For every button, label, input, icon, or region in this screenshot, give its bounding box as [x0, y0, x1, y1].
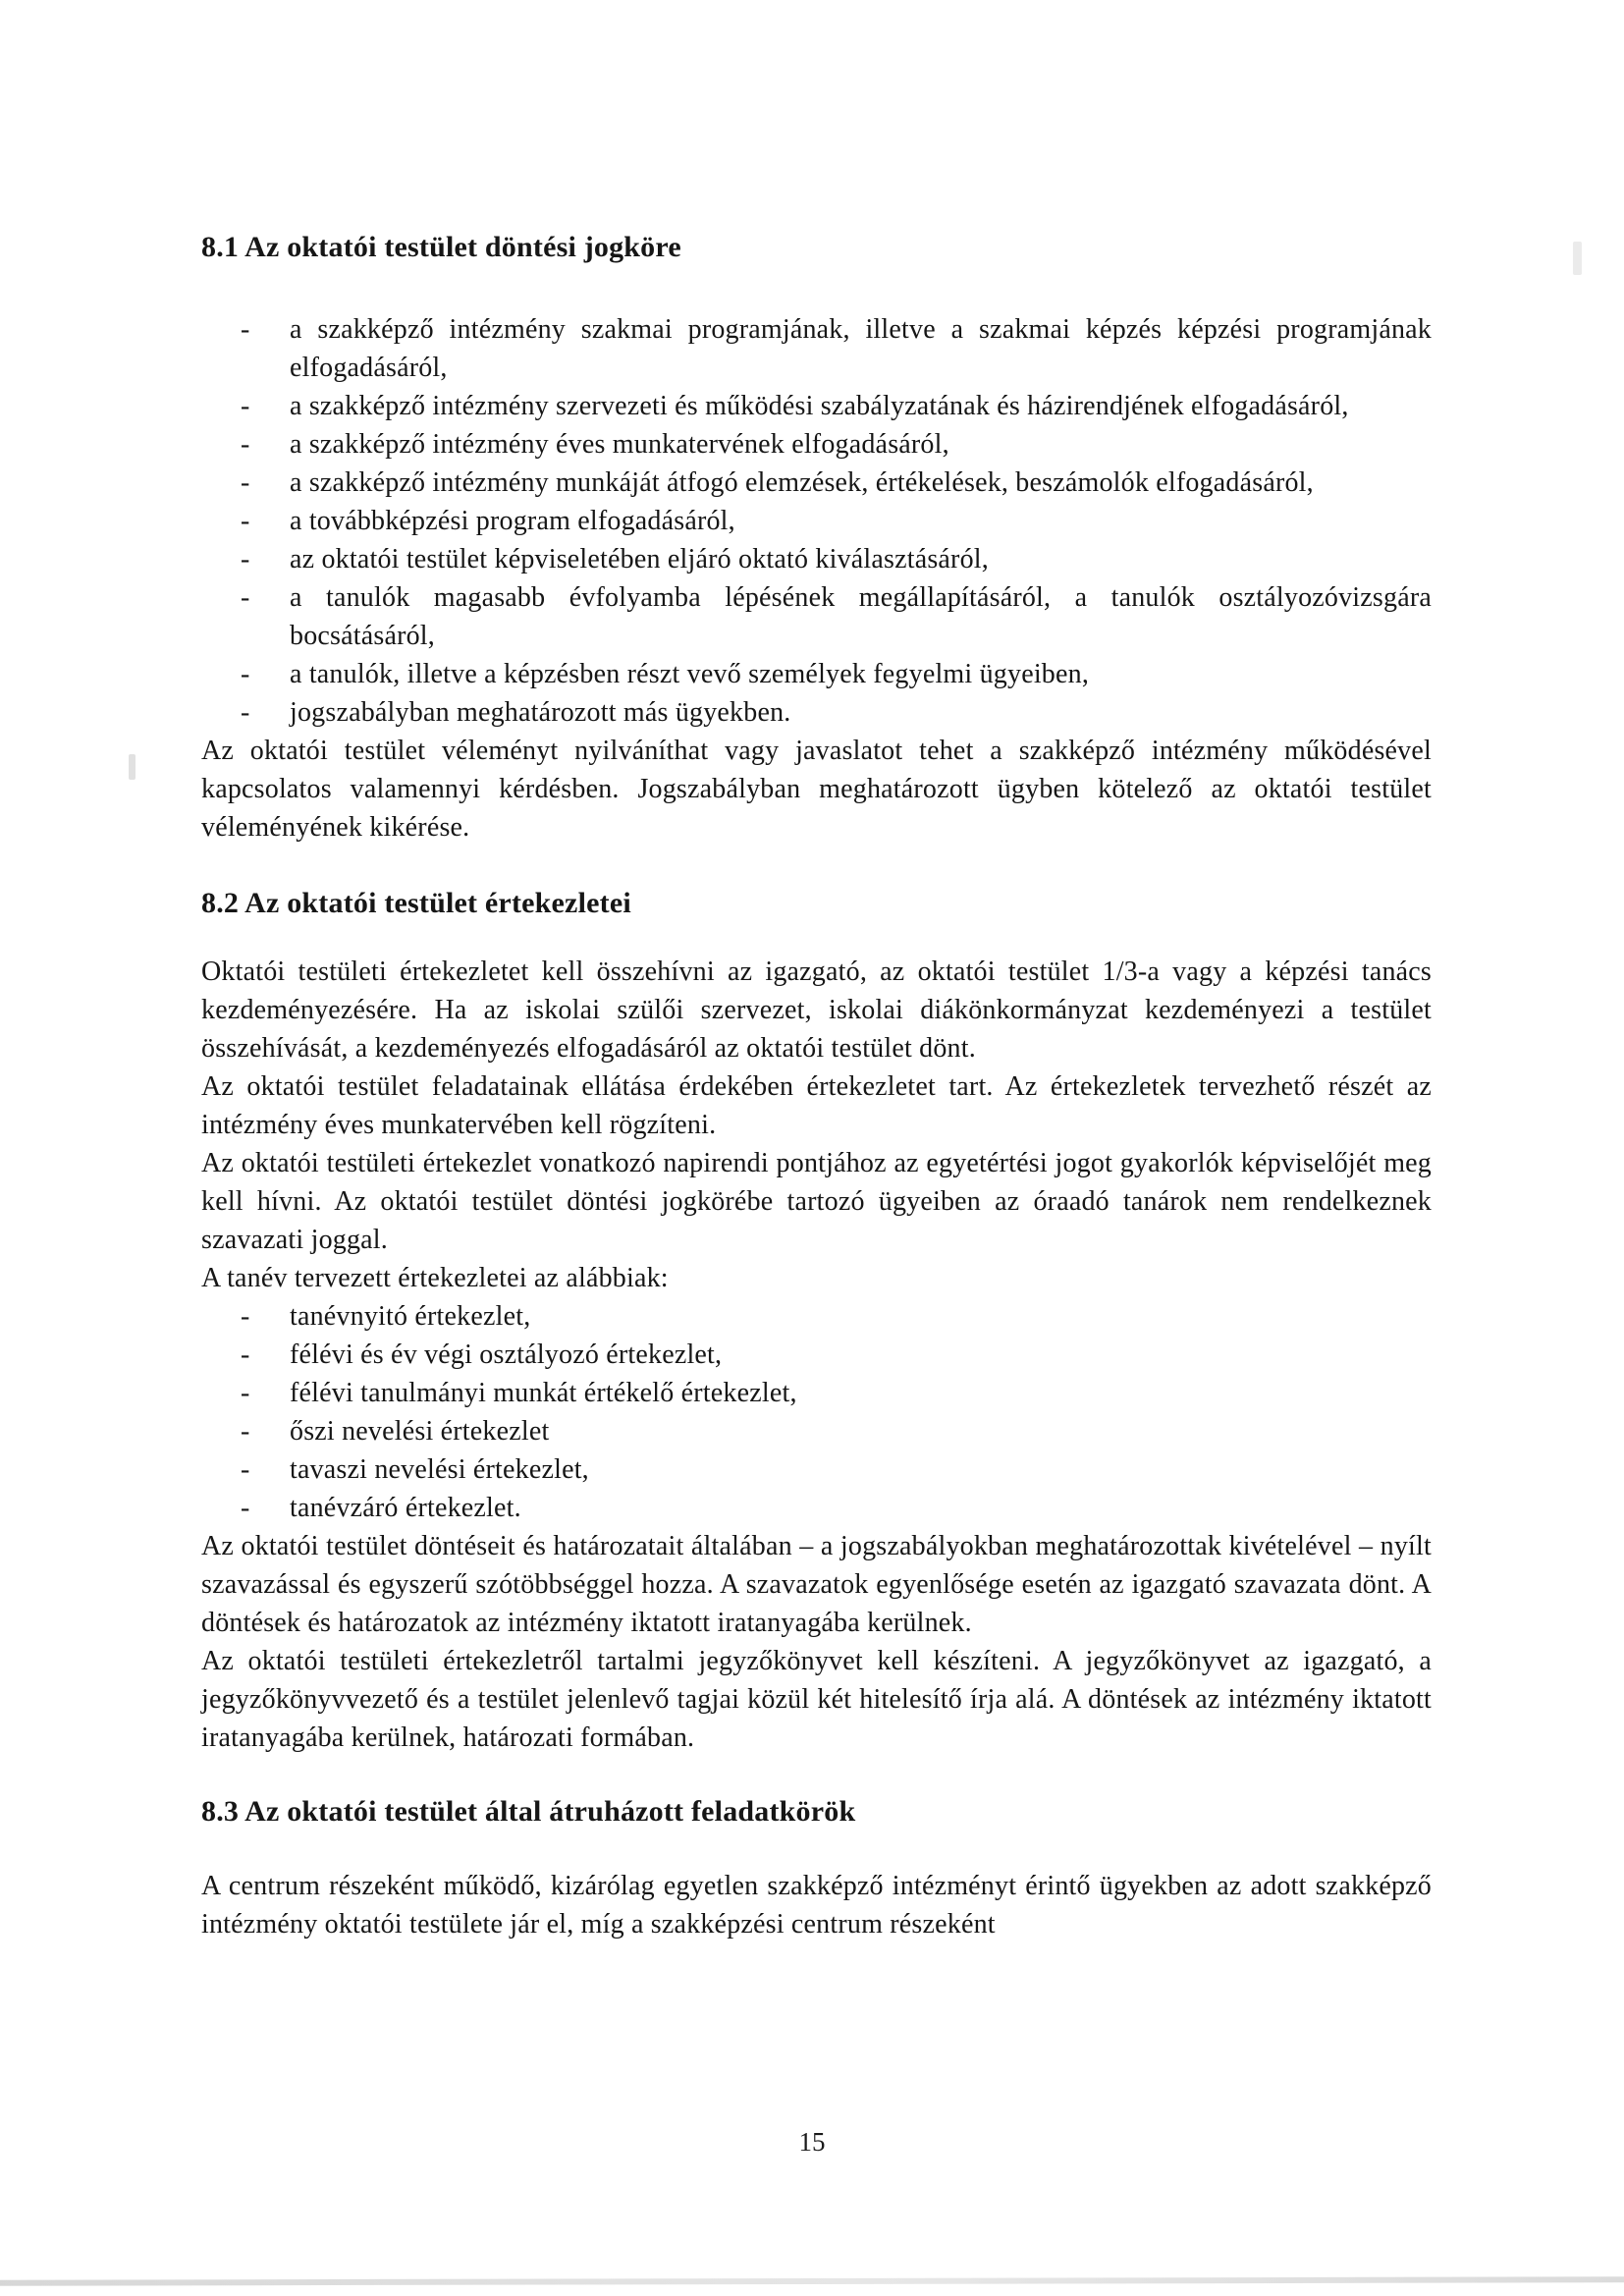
paragraph: Az oktatói testületi értekezlet vonatkozó napirendi pontjához az egyetértési jogot gyakorlók képviselőjét meg kell hívni. Az oktatói testület döntési jogkörébe tartozó ügyeiben az óraadó tanárok nem rendelkeznek szavazati joggal.: [201, 1148, 1432, 1255]
paragraph: A centrum részeként működő, kizárólag egyetlen szakképző intézményt érintő ügyekben az adott szakképző intézmény oktatói testülete jár el, míg a szakképzési centrum részeként: [201, 1871, 1432, 1940]
bullet-item: [201, 655, 1432, 693]
paragraph: Az oktatói testületi értekezletről tartalmi jegyzőkönyvet kell készíteni. A jegyzőkönyvet az igazgató, a jegyzőkönyvvezető és a testület jelenlevő tagjai közül két hitelesítő írja alá. A döntések az intézmény iktatott iratanyagába kerülnek, határozati formában.: [201, 1646, 1432, 1753]
bullet-dash: -: [241, 314, 250, 345]
bullet-item: [201, 464, 1432, 502]
paragraph: Az oktatói testület véleményt nyilváníthat vagy javaslatot tehet a szakképző intézmény működésével kapcsolatos valamennyi kérdésben. Jogszabályban meghatározott ügyben kötelező az oktatói testület véleményének kikérése.: [201, 736, 1432, 843]
bullet-item: [201, 310, 1432, 387]
bullet-item: [201, 1450, 1432, 1489]
bullet-text: a tanulók magasabb évfolyamba lépésének megállapításáról, a tanulók osztályozóvizsgára bocsátásáról,: [290, 582, 1432, 651]
bullet-item: [201, 540, 1432, 578]
bullet-item: [201, 502, 1432, 540]
bullet-item: [201, 1374, 1432, 1412]
section-8-2-heading: 8.2 Az oktatói testület értekezletei: [201, 887, 631, 919]
bullet-item: [201, 578, 1432, 655]
page-number: 15: [798, 2127, 826, 2157]
bullet-text: őszi nevelési értekezlet: [290, 1416, 550, 1447]
bullet-item: [201, 1336, 1432, 1374]
bullet-dash: -: [241, 544, 250, 574]
bullet-text: a szakképző intézmény munkáját átfogó elemzések, értékelések, beszámolók elfogadásáról,: [290, 467, 1314, 498]
bullet-item: [201, 387, 1432, 425]
bullet-item: [201, 425, 1432, 464]
page-content: [201, 226, 1432, 1943]
bullet-text: tanévnyitó értekezlet,: [290, 1301, 531, 1332]
bullet-dash: -: [241, 1454, 250, 1485]
bullet-text: a továbbképzési program elfogadásáról,: [290, 506, 735, 536]
bullet-item: [201, 1297, 1432, 1336]
bullet-item: [201, 693, 1432, 732]
bullet-dash: -: [241, 391, 250, 421]
bullet-text: jogszabályban meghatározott más ügyekben.: [290, 697, 791, 728]
bullet-text: félévi és év végi osztályozó értekezlet,: [290, 1339, 723, 1370]
bullet-text: a szakképző intézmény szakmai programjának, illetve a szakmai képzés képzési programjának elfogadásáról,: [290, 314, 1432, 383]
section-8-2: [201, 882, 1432, 1757]
bullet-text: a szakképző intézmény szervezeti és működési szabályzatának és házirendjének elfogadásáról,: [290, 391, 1349, 421]
bullet-text: az oktatói testület képviseletében eljáró oktató kiválasztásáról,: [290, 544, 989, 574]
scan-artifact: [1573, 242, 1582, 275]
paragraph: Oktatói testületi értekezletet kell összehívni az igazgató, az oktatói testület 1/3-a vagy a képzési tanács kezdeményezésére. Ha az iskolai szülői szervezet, iskolai diákönkormányzat kezdeményezi a testület összehívását, a kezdeményezés elfogadásáról az oktatói testület dönt.: [201, 957, 1432, 1064]
scan-artifact: [0, 2276, 1624, 2285]
bullet-dash: -: [241, 1378, 250, 1408]
bullet-dash: -: [241, 659, 250, 689]
bullet-dash: -: [241, 1301, 250, 1332]
bullet-dash: -: [241, 1493, 250, 1523]
section-8-3-heading: 8.3 Az oktatói testület által átruházott feladatkörök: [201, 1795, 856, 1828]
bullet-item: [201, 1489, 1432, 1527]
section-8-1-bullet-list: [201, 310, 1432, 732]
bullet-text: félévi tanulmányi munkát értékelő értekezlet,: [290, 1378, 797, 1408]
bullet-text: a tanulók, illetve a képzésben részt vevő személyek fegyelmi ügyeiben,: [290, 659, 1090, 689]
bullet-dash: -: [241, 506, 250, 536]
paragraph: Az oktatói testület döntéseit és határozatait általában – a jogszabályokban meghatározottak kivételével – nyílt szavazással és egyszerű szótöbbséggel hozza. A szavazatok egyenlősége esetén az igazgató szavazata dönt. A döntések és határozatok az intézmény iktatott iratanyagába kerülnek.: [201, 1531, 1432, 1638]
bullet-text: tanévzáró értekezlet.: [290, 1493, 521, 1523]
bullet-dash: -: [241, 467, 250, 498]
bullet-text: a szakképző intézmény éves munkatervének elfogadásáról,: [290, 429, 949, 460]
section-8-2-bullet-list: [201, 1297, 1432, 1527]
bullet-dash: -: [241, 1339, 250, 1370]
paragraph: A tanév tervezett értekezletei az alábbiak:: [201, 1263, 669, 1293]
bullet-dash: -: [241, 697, 250, 728]
section-8-1: [201, 226, 1432, 847]
section-8-3: [201, 1790, 1432, 1943]
bullet-text: tavaszi nevelési értekezlet,: [290, 1454, 589, 1485]
scan-artifact: [129, 754, 135, 780]
section-8-1-heading: 8.1 Az oktatói testület döntési jogköre: [201, 231, 681, 263]
paragraph: Az oktatói testület feladatainak ellátása érdekében értekezletet tart. Az értekezletek tervezhető részét az intézmény éves munkatervében kell rögzíteni.: [201, 1071, 1432, 1140]
bullet-dash: -: [241, 582, 250, 613]
bullet-item: [201, 1412, 1432, 1450]
bullet-dash: -: [241, 429, 250, 460]
bullet-dash: -: [241, 1416, 250, 1447]
